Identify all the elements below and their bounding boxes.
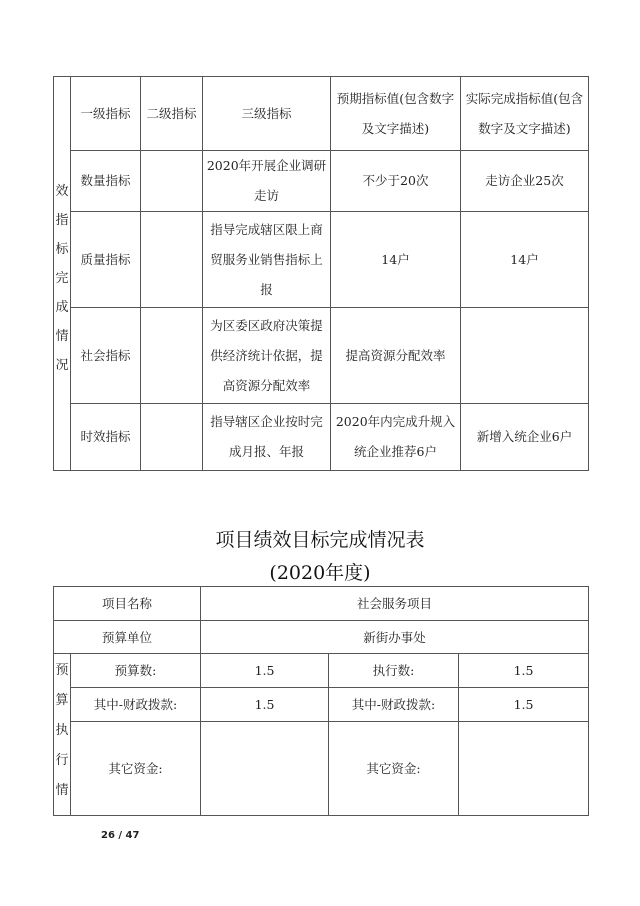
other-funds-label: 其它资金:	[71, 722, 201, 816]
row-level2	[141, 151, 203, 212]
fiscal-value: 1.5	[201, 688, 329, 722]
row-level3: 2020年开展企业调研走访	[203, 151, 331, 212]
project-name-value: 社会服务项目	[201, 587, 589, 621]
table-row	[54, 308, 589, 404]
row-level1: 质量指标	[71, 212, 141, 308]
row-expected: 提高资源分配效率	[331, 308, 461, 404]
row-expected: 14户	[331, 212, 461, 308]
side-label-cell	[54, 77, 71, 471]
row-level3: 指导完成辖区限上商贸服务业销售指标上报	[203, 212, 331, 308]
row-actual: 14户	[461, 212, 589, 308]
header-actual: 实际完成指标值(包含数字及文字描述)	[461, 77, 589, 151]
fiscal-label: 其中-财政拨款:	[329, 688, 459, 722]
budget-unit-label: 预算单位	[54, 621, 201, 654]
project-table	[53, 586, 589, 816]
header-level2: 二级指标	[141, 77, 203, 151]
budget-side-label: 预 算 执 行 情	[54, 654, 71, 816]
side-label-chars: 效 指 标 完 成 情 况	[55, 184, 69, 373]
fiscal-value: 1.5	[459, 688, 589, 722]
budget-amount-value: 1.5	[201, 654, 329, 688]
table-row	[54, 151, 589, 212]
table-row	[54, 404, 589, 471]
budget-amount-label: 预算数:	[71, 654, 201, 688]
fiscal-label: 其中-财政拨款:	[71, 688, 201, 722]
row-level2	[141, 308, 203, 404]
row-expected: 不少于20次	[331, 151, 461, 212]
row-expected: 2020年内完成升规入统企业推荐6户	[331, 404, 461, 471]
other-funds-value	[459, 722, 589, 816]
project-name-label: 项目名称	[54, 587, 201, 621]
page-subtitle: (2020年度)	[269, 562, 371, 584]
header-level1: 一级指标	[71, 77, 141, 151]
row-level3: 指导辖区企业按时完成月报、年报	[203, 404, 331, 471]
budget-unit-value: 新街办事处	[201, 621, 589, 654]
header-level3: 三级指标	[203, 77, 331, 151]
execution-amount-label: 执行数:	[329, 654, 459, 688]
row-level1: 数量指标	[71, 151, 141, 212]
indicator-table	[53, 76, 589, 471]
execution-amount-value: 1.5	[459, 654, 589, 688]
row-level2	[141, 404, 203, 471]
row-level1: 社会指标	[71, 308, 141, 404]
row-level1: 时效指标	[71, 404, 141, 471]
header-expected: 预期指标值(包含数字及文字描述)	[331, 77, 461, 151]
row-actual: 走访企业25次	[461, 151, 589, 212]
page-number: 26 / 47	[101, 830, 140, 841]
other-funds-value	[201, 722, 329, 816]
page-title: 项目绩效目标完成情况表	[215, 529, 425, 551]
other-funds-label: 其它资金:	[329, 722, 459, 816]
row-level3: 为区委区政府决策提供经济统计依据，提高资源分配效率	[203, 308, 331, 404]
row-actual	[461, 308, 589, 404]
row-actual: 新增入统企业6户	[461, 404, 589, 471]
row-level2	[141, 212, 203, 308]
table-row	[54, 212, 589, 308]
